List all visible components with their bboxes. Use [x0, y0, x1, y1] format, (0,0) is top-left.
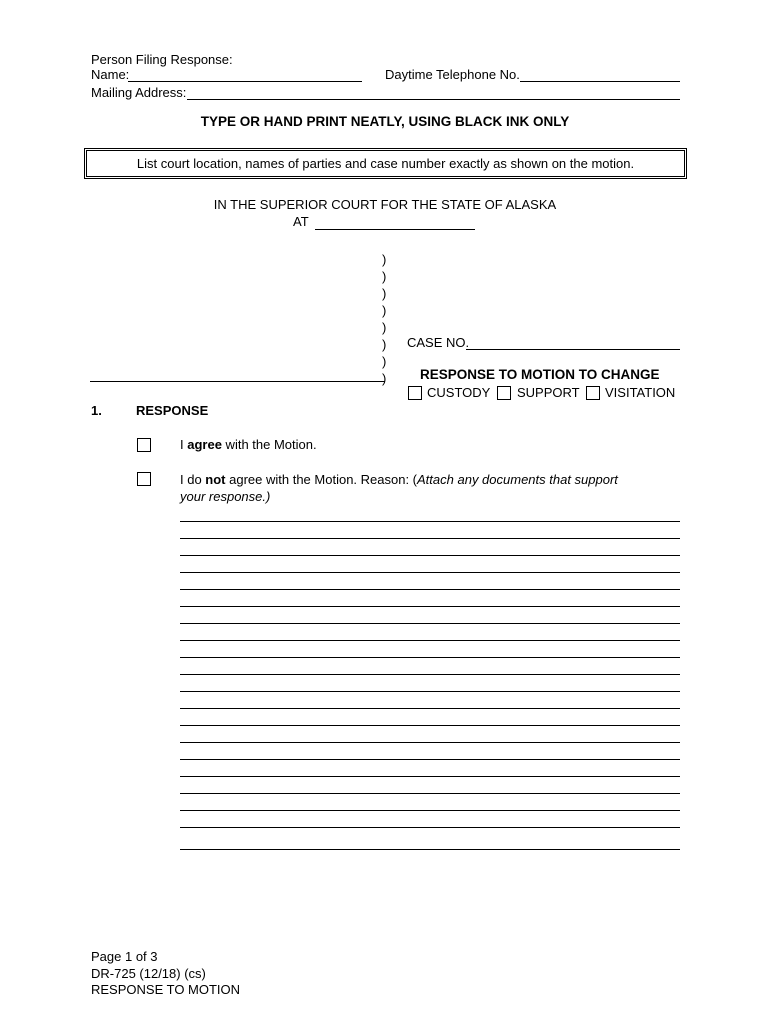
disagree-text — [180, 472, 618, 487]
response-line[interactable] — [180, 623, 680, 624]
response-line[interactable] — [180, 572, 680, 573]
response-line[interactable] — [180, 759, 680, 760]
address-field[interactable] — [189, 83, 678, 99]
disagree-checkbox[interactable] — [137, 472, 151, 486]
name-field[interactable] — [130, 65, 360, 81]
response-line[interactable] — [180, 742, 680, 743]
agree-post: with the Motion. — [221, 437, 317, 452]
agree-bold: agree — [187, 437, 222, 452]
person-filing-label: Person Filing Response: — [91, 52, 233, 67]
response-line[interactable] — [180, 538, 680, 539]
form-title: RESPONSE TO MOTION TO CHANGE — [420, 367, 660, 382]
form-code: DR-725 (12/18) (cs) — [91, 966, 206, 981]
page-number: Page 1 of 3 — [91, 949, 158, 964]
response-line[interactable] — [180, 849, 680, 850]
phone-label: Daytime Telephone No. — [385, 67, 520, 82]
response-line[interactable] — [180, 827, 680, 828]
response-line[interactable] — [180, 521, 680, 522]
form-name: RESPONSE TO MOTION — [91, 982, 241, 997]
disagree-bold: not — [205, 472, 226, 487]
response-line[interactable] — [180, 640, 680, 641]
response-line[interactable] — [180, 589, 680, 590]
response-line[interactable] — [180, 776, 680, 777]
paren: ) — [382, 286, 387, 301]
phone-line — [520, 81, 680, 82]
case-no-field[interactable] — [468, 333, 678, 349]
paren: ) — [382, 303, 387, 318]
visitation-checkbox[interactable] — [586, 386, 600, 400]
paren: ) — [382, 269, 387, 284]
name-line — [128, 81, 362, 82]
support-checkbox[interactable] — [497, 386, 511, 400]
response-line[interactable] — [180, 555, 680, 556]
agree-checkbox[interactable] — [137, 438, 151, 452]
phone-field[interactable] — [522, 65, 678, 81]
section-number: 1. — [91, 403, 102, 418]
response-line[interactable] — [180, 606, 680, 607]
mailing-address-label: Mailing Address: — [91, 85, 187, 100]
paren: ) — [382, 354, 387, 369]
custody-checkbox[interactable] — [408, 386, 422, 400]
response-line[interactable] — [180, 708, 680, 709]
disagree-italic-2: your response.) — [180, 489, 271, 504]
response-line[interactable] — [180, 793, 680, 794]
case-no-label: CASE NO. — [407, 335, 470, 350]
paren: ) — [382, 371, 387, 386]
paren: ) — [382, 320, 387, 335]
response-line[interactable] — [180, 657, 680, 658]
court-location-field[interactable] — [317, 213, 473, 229]
court-instruction-box — [84, 148, 687, 179]
agree-pre: I — [180, 437, 188, 452]
disagree-pre: I do — [180, 472, 206, 487]
at-label: AT — [293, 214, 309, 229]
at-line — [315, 229, 475, 230]
section-heading: RESPONSE — [136, 403, 209, 418]
court-line: IN THE SUPERIOR COURT FOR THE STATE OF ALASKA — [213, 197, 557, 212]
response-line[interactable] — [180, 725, 680, 726]
name-label: Name: — [91, 67, 130, 82]
agree-text — [180, 437, 317, 452]
court-instruction-text: List court location, names of parties and case number exactly as shown on the motion. — [136, 156, 635, 171]
support-label: SUPPORT — [517, 385, 580, 400]
response-line[interactable] — [180, 674, 680, 675]
caption-parens — [382, 251, 394, 387]
response-line[interactable] — [180, 810, 680, 811]
address-line — [187, 99, 680, 100]
disagree-text-line2 — [180, 489, 270, 504]
disagree-italic-1: Attach any documents that support — [417, 472, 618, 487]
paren: ) — [382, 337, 387, 352]
print-notice: TYPE OR HAND PRINT NEATLY, USING BLACK INK ONLY — [200, 114, 570, 129]
response-line[interactable] — [180, 691, 680, 692]
case-no-line — [466, 349, 680, 350]
paren: ) — [382, 252, 387, 267]
visitation-label: VISITATION — [605, 385, 676, 400]
custody-label: CUSTODY — [427, 385, 491, 400]
disagree-post: agree with the Motion. Reason: ( — [225, 472, 418, 487]
parties-line — [90, 381, 385, 382]
